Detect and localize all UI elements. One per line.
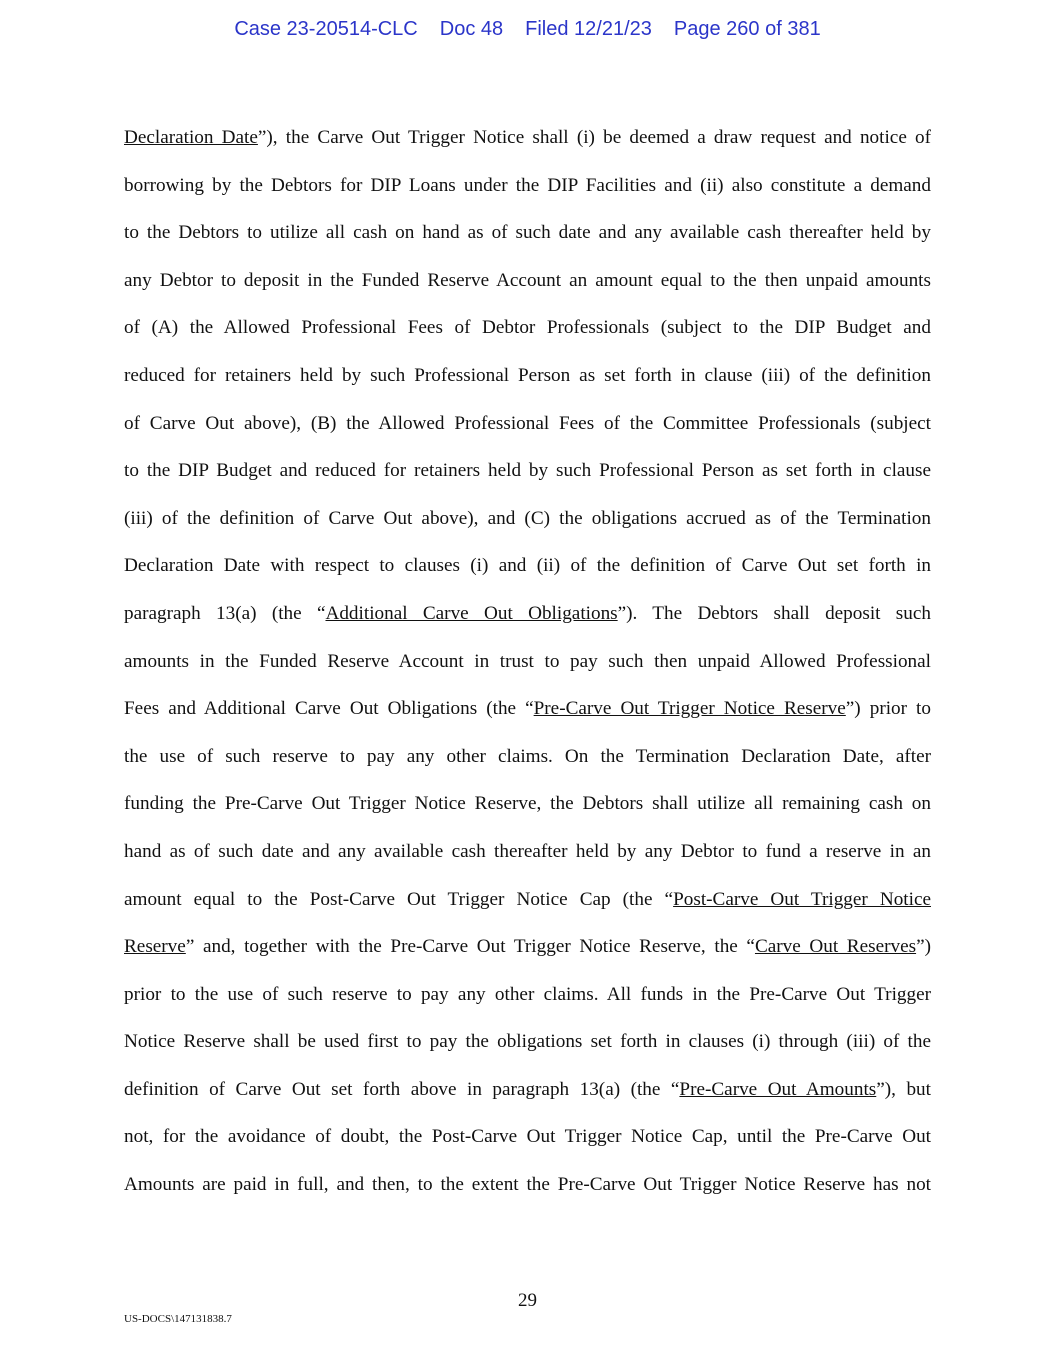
text-line xyxy=(124,114,931,162)
defined-term: Post-Carve Out Trigger Notice xyxy=(673,888,931,910)
text-segment: borrowing by the Debtors for DIP Loans under the DIP Facilities and (ii) also constitute a demand xyxy=(124,174,931,196)
text-segment: ”) xyxy=(916,936,931,958)
text-line xyxy=(124,495,931,543)
text-line xyxy=(124,400,931,448)
text-line xyxy=(124,304,931,352)
defined-term: Declaration Date xyxy=(124,127,258,148)
text-segment: Notice Reserve shall be used first to pay the obligations set forth in clauses (i) through (iii) of the xyxy=(124,1031,931,1053)
defined-term: Pre-Carve Out Amounts xyxy=(679,1078,877,1100)
text-line xyxy=(124,828,931,876)
text-line xyxy=(124,1018,931,1066)
text-line xyxy=(124,590,931,638)
text-segment: Declaration Date with respect to clauses (i) and (ii) of the definition of Carve Out set forth in xyxy=(124,555,931,577)
page-of-total: Page 260 of 381 xyxy=(673,18,821,40)
text-segment: the use of such reserve to pay any other claims. On the Termination Declaration Date, after xyxy=(124,745,931,767)
defined-term: Pre-Carve Out Trigger Notice Reserve xyxy=(533,698,846,720)
text-segment: not, for the avoidance of doubt, the Post-Carve Out Trigger Notice Cap, until the Pre-Carve Out xyxy=(124,1126,931,1148)
text-line xyxy=(124,685,931,733)
text-segment: (iii) of the definition of Carve Out above), and (C) the obligations accrued as of the Termination xyxy=(124,507,931,529)
text-segment: to the Debtors to utilize all cash on hand as of such date and any available cash thereafter held by xyxy=(124,222,931,244)
doc-number: Doc 48 xyxy=(439,18,504,40)
text-segment: prior to the use of such reserve to pay any other claims. All funds in the Pre-Carve Out Trigger xyxy=(124,983,931,1005)
text-line xyxy=(124,162,931,210)
text-segment: definition of Carve Out set forth above in paragraph 13(a) (the “ xyxy=(124,1078,680,1100)
text-segment: reduced for retainers held by such Professional Person as set forth in clause (iii) of the definition xyxy=(124,364,931,386)
text-line xyxy=(124,876,931,924)
text-line xyxy=(124,257,931,305)
defined-term: Additional Carve Out Obligations xyxy=(325,602,618,624)
text-segment: ”). The Debtors shall deposit such xyxy=(617,602,931,624)
text-line xyxy=(124,542,931,590)
text-line xyxy=(124,971,931,1019)
text-segment: amount equal to the Post-Carve Out Trigger Notice Cap (the “ xyxy=(124,888,674,910)
text-segment: to the DIP Budget and reduced for retainers held by such Professional Person as set forth in clause xyxy=(124,460,931,482)
text-line xyxy=(124,1113,931,1161)
text-segment: amounts in the Funded Reserve Account in trust to pay such then unpaid Allowed Professional xyxy=(124,650,931,672)
court-filing-header xyxy=(0,18,1055,41)
text-line xyxy=(124,733,931,781)
text-segment: ”), the Carve Out Trigger Notice shall (i) be deemed a draw request and notice of xyxy=(257,127,931,148)
page-number: 29 xyxy=(518,1290,537,1311)
text-line xyxy=(124,1161,931,1209)
text-segment: ”), but xyxy=(876,1078,931,1100)
text-segment: paragraph 13(a) (the “ xyxy=(124,602,326,624)
body-paragraph xyxy=(124,114,931,1209)
text-line xyxy=(124,638,931,686)
text-segment: Fees and Additional Carve Out Obligations (the “ xyxy=(124,698,534,720)
text-segment: of (A) the Allowed Professional Fees of Debtor Professionals (subject to the DIP Budget and xyxy=(124,317,931,339)
text-line xyxy=(124,1066,931,1114)
text-line xyxy=(124,923,931,971)
text-segment: of Carve Out above), (B) the Allowed Professional Fees of the Committee Professionals (subject xyxy=(124,412,931,434)
text-segment: Amounts are paid in full, and then, to the extent the Pre-Carve Out Trigger Notice Reserve has not xyxy=(124,1174,931,1196)
defined-term: Reserve xyxy=(124,936,186,958)
case-number: Case 23-20514-CLC xyxy=(234,18,418,40)
text-segment: hand as of such date and any available cash thereafter held by any Debtor to fund a reserve in an xyxy=(124,840,931,862)
text-segment: ”) prior to xyxy=(845,698,931,720)
text-line xyxy=(124,209,931,257)
text-segment: any Debtor to deposit in the Funded Reserve Account an amount equal to the then unpaid amounts xyxy=(124,269,931,291)
text-line xyxy=(124,447,931,495)
filed-date: Filed 12/21/23 xyxy=(525,18,652,40)
defined-term: Carve Out Reserves xyxy=(754,936,917,958)
document-id: US-DOCS\147131838.7 xyxy=(124,1313,232,1325)
text-segment: funding the Pre-Carve Out Trigger Notice Reserve, the Debtors shall utilize all remaining cash on xyxy=(124,793,931,815)
text-line xyxy=(124,352,931,400)
text-line xyxy=(124,780,931,828)
text-segment: ” and, together with the Pre-Carve Out Trigger Notice Reserve, the “ xyxy=(185,936,755,958)
